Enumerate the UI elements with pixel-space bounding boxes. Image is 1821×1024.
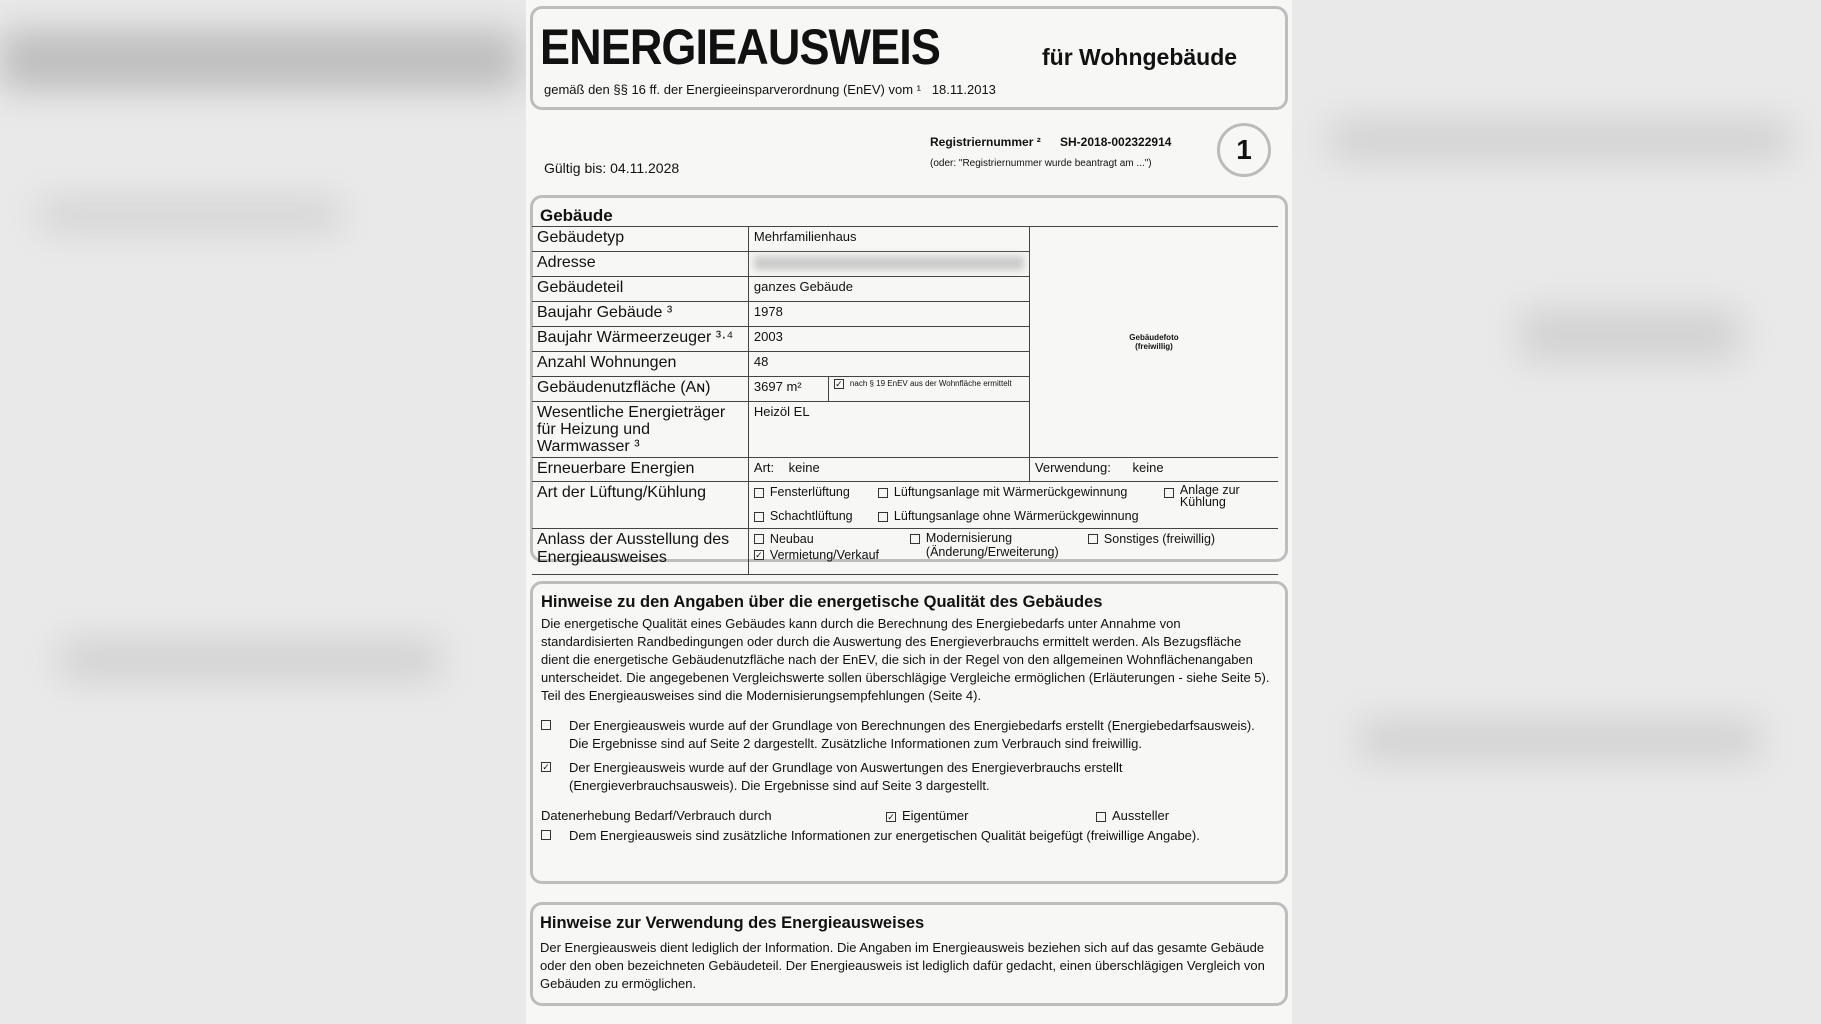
redacted-address	[754, 256, 1024, 270]
registration-label: Registriernummer ²	[930, 135, 1041, 149]
building-rows-4-value: 2003	[748, 327, 1029, 352]
checkbox-icon	[1088, 534, 1098, 544]
hints-additional: Dem Energieausweis sind zusätzliche Informationen zur energetischen Qualität beigefügt (freiwillige Angabe).	[569, 828, 1200, 843]
checkbox-icon	[878, 488, 888, 498]
building-rows-6-note: nach § 19 EnEV aus der Wohnfläche ermittelt	[849, 379, 1012, 389]
checkbox-icon	[541, 720, 551, 730]
building-renewable-art_label: Art:	[753, 460, 775, 475]
usage-section	[540, 914, 1270, 993]
checkbox-icon	[1164, 488, 1174, 498]
checkbox-icon: ✓	[887, 811, 895, 822]
checkbox-icon	[541, 830, 551, 840]
hints-text: Die energetische Qualität eines Gebäudes kann durch die Berechnung des Energiebedarfs unter Annahme von standardisierten Randbedingungen oder durch die Auswertung des Energieverbrauchs ermittelt werden. Als Bezugsfläche dient die energetische Gebäudenutzfläche nach der EnEV, die sich in der Regel von den allgemeinen Wohnflächenangaben unterscheidet. Die angegebenen Vergleichswerte sollen überschlägige Vergleiche ermöglichen (Erläuterungen - siehe Seite 5). Teil des Energieausweises sind die Modernisierungsempfehlungen (Seite 4).	[541, 616, 1270, 703]
building-ventilation-options-4: Lüftungsanlage ohne Wärmerückgewinnung	[893, 509, 1139, 523]
title-suffix: für Wohngebäude	[1042, 44, 1238, 70]
legal-basis	[544, 82, 996, 97]
building-ventilation-options-0: Fensterlüftung	[769, 485, 850, 499]
checkbox-icon	[754, 488, 764, 498]
header-legal: gemäß den §§ 16 ff. der Energieeinsparverordnung (EnEV) vom ¹	[544, 82, 921, 97]
building-rows-2-label: Gebäudeteil	[532, 277, 748, 302]
hints-data_collection: Datenerhebung Bedarf/Verbrauch durch	[541, 808, 772, 823]
hints-option_consumption: Der Energieausweis wurde auf der Grundlage von Auswertungen des Energieverbrauchs erstellt (Energieverbrauchsausweis). Die Ergebnisse sind auf Seite 3 dargestellt.	[569, 760, 1123, 793]
building-ventilation-options-3: Schachtlüftung	[769, 509, 853, 523]
hints-title: Hinweise zu den Angaben über die energetische Qualität des Gebäudes	[541, 593, 1103, 611]
option-consumption	[541, 759, 1271, 795]
checkbox-icon	[878, 512, 888, 522]
hints-option_demand: Der Energieausweis wurde auf der Grundlage von Berechnungen des Energiebedarfs erstellt (Energiebedarfsausweis). Die Ergebnisse sind auf Seite 2 dargestellt. Zusätzliche Informationen zum Verbrauch sind freiwillig.	[569, 718, 1255, 751]
valid-until: Gültig bis: 04.11.2028	[544, 160, 680, 176]
building-rows-6-label: Gebäudenutzfläche (Aɴ)	[532, 377, 748, 402]
building-rows-2-value: ganzes Gebäude	[748, 277, 1029, 302]
energy-certificate-page	[526, 0, 1292, 1024]
building-renewable-use_value: keine	[1132, 460, 1164, 475]
table-row	[532, 227, 1278, 252]
checkbox-icon	[910, 534, 920, 544]
building-reason-options-3: Vermietung/Verkauf	[769, 547, 880, 562]
usage-text: Der Energieausweis dient lediglich der Information. Die Angaben im Energieausweis beziehen sich auf das gesamte Gebäude oder den oben bezeichneten Gebäudeteil. Der Energieausweis ist lediglich dafür gedacht, einen überschlägigen Vergleich von Gebäuden zu ermöglichen.	[540, 940, 1265, 991]
hints-issuer: Aussteller	[1112, 808, 1170, 823]
data-collection-row	[541, 807, 1271, 827]
hints-section	[541, 593, 1271, 845]
checkbox-icon	[754, 512, 764, 522]
building-reason-label: Anlass der Ausstellung des Energieausweises	[532, 528, 748, 574]
page-number-badge: 1	[1217, 123, 1271, 177]
building-ventilation-options-1: Lüftungsanlage mit Wärmerückgewinnung	[893, 485, 1128, 499]
building-renewable-art_value: keine	[788, 460, 820, 475]
checkbox-icon: ✓	[542, 762, 550, 772]
building-reason-options-1: Modernisierung (Änderung/Erweiterung)	[925, 530, 1059, 559]
title-text: ENERGIEAUSWEIS	[540, 19, 940, 75]
area-method-checkbox	[828, 377, 1029, 402]
additional-info-option	[541, 827, 1271, 845]
building-rows-7-value: Heizöl EL	[748, 402, 1029, 458]
building-table	[532, 226, 1278, 575]
option-demand	[541, 717, 1271, 753]
registration-note: (oder: "Registriernummer wurde beantragt am ...")	[930, 158, 1152, 169]
building-rows-6-value: 3697 m²	[748, 377, 828, 402]
building-photo-placeholder	[1029, 227, 1278, 458]
usage-title: Hinweise zur Verwendung des Energieausweises	[540, 914, 925, 932]
building-rows-3-label: Baujahr Gebäude ³	[532, 302, 748, 327]
renewable-row	[532, 458, 1278, 482]
building-rows-5-label: Anzahl Wohnungen	[532, 352, 748, 377]
building-section-title: Gebäude	[540, 206, 613, 225]
building-rows-0-value: Mehrfamilienhaus	[748, 227, 1029, 252]
building-photo_note: (freiwillig)	[1135, 342, 1173, 351]
legal-date: 18.11.2013	[931, 82, 996, 97]
page-title	[540, 18, 984, 76]
building-rows-1-label: Adresse	[532, 252, 748, 277]
building-ventilation-label: Art der Lüftung/Kühlung	[532, 482, 748, 529]
checkbox-icon	[754, 534, 764, 544]
hints-owner: Eigentümer	[902, 808, 969, 823]
building-rows-7-label: Wesentliche Energieträger für Heizung und Warmwasser ³	[532, 402, 748, 458]
building-rows-4-label: Baujahr Wärmeerzeuger ³·⁴	[532, 327, 748, 352]
building-reason-options-0: Neubau	[769, 531, 814, 546]
checkbox-icon: ✓	[835, 379, 843, 389]
building-renewable-use_label: Verwendung:	[1034, 460, 1111, 475]
checkbox-icon: ✓	[755, 550, 763, 561]
building-renewable-label: Erneuerbare Energien	[532, 458, 748, 482]
building-ventilation-options-2: Anlage zur Kühlung	[1179, 483, 1240, 509]
reason-row	[532, 528, 1278, 574]
building-reason-options-2: Sonstiges (freiwillig)	[1103, 531, 1216, 546]
building-photo_label: Gebäudefoto	[1129, 333, 1179, 342]
building-rows-3-value: 1978	[748, 302, 1029, 327]
registration-number: SH-2018-002322914	[1060, 135, 1172, 149]
ventilation-row	[532, 482, 1278, 529]
building-rows-5-value: 48	[748, 352, 1029, 377]
building-rows-0-label: Gebäudetyp	[532, 227, 748, 252]
checkbox-icon	[1096, 812, 1106, 822]
